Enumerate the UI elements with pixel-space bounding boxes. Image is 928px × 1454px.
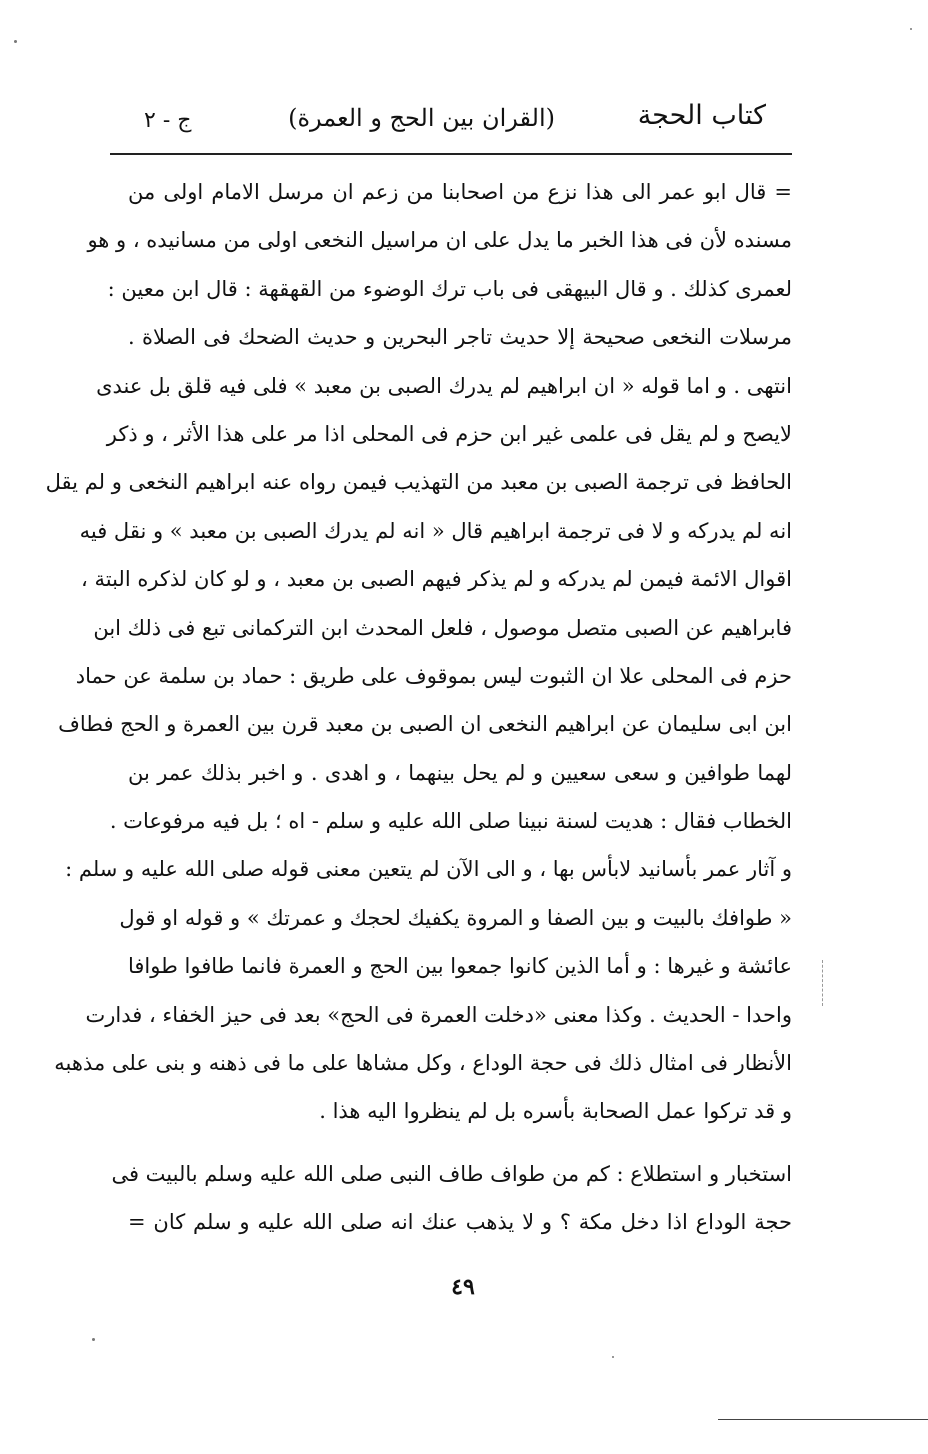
text-line: حزم فى المحلى علا ان الثبوت ليس بموقوف على طريق : حماد بن سلمة عن حماد: [75, 663, 792, 688]
text-line: و آثار عمر بأسانيد لابأس بها ، و الى الآن لم يتعين معنى قوله صلى الله عليه و سلم :: [65, 857, 792, 882]
scan-speck: [14, 40, 17, 43]
header-rule: [110, 153, 792, 155]
text-line: لايصح و لم يقل فى علمى غير ابن حزم فى المحلى اذا مر على هذا الأثر ، و ذكر: [106, 421, 792, 446]
text-line: فابراهيم عن الصبى متصل موصول ، فلعل المحدث ابن التركمانى تبع فى ذلك ابن: [93, 615, 792, 640]
text-line: حجة الوداع اذا دخل مكة ؟ و لا يذهب عنك انه صلى الله عليه و سلم كان =: [128, 1210, 792, 1235]
text-line: اقوال الائمة فيمن لم يدركه و لم يذكر فيهم الصبى بن معبد ، و لو كان لذكره البتة ،: [81, 567, 792, 592]
margin-mark: [822, 960, 823, 1006]
scan-edge-line: [718, 1419, 928, 1420]
text-line: مسنده لأن فى هذا الخبر ما يدل على ان مراسيل النخعى اولى من مسانيده ، و هو: [87, 228, 792, 253]
text-line: انتهى . و اما قوله « ان ابراهيم لم يدرك الصبى بن معبد » فلى فيه قلق بل عندى: [96, 373, 792, 398]
volume-number: ج - ٢: [144, 108, 192, 133]
text-line: لهما طوافين و سعى سعيين و لم يحل بينهما ، و اهدى . و اخبر بذلك عمر بن: [128, 760, 792, 785]
text-line: « طوافك بالبيت و بين الصفا و المروة يكفيك لحجك و عمرتك » و قوله او قول: [119, 905, 792, 930]
text-line: الأنظار فى امثال ذلك فى حجة الوداع ، وكل مشاها على ما فى ذهنه و بنى على مذهبه: [54, 1051, 792, 1076]
scan-speck: [92, 1338, 95, 1341]
text-line: استخبار و استطلاع : كم من طواف طاف النبى صلى الله عليه وسلم بالبيت فى: [111, 1161, 792, 1186]
text-line: = قال ابو عمر الى هذا نزع من اصحابنا من زعم ان مرسل الامام اولى من: [128, 180, 792, 204]
body-text: [45, 168, 792, 1247]
text-line: واحدا - الحديث . وكذا معنى «دخلت العمرة فى الحج» بعد فى حيز الخفاء ، فدارت: [85, 1002, 792, 1027]
text-line: الحافظ فى ترجمة الصبى بن معبد من التهذيب فيمن رواه عنه ابراهيم النخعى و لم يقل: [45, 470, 792, 495]
chapter-title: (القران بين الحج و العمرة): [288, 104, 555, 132]
text-line: الخطاب فقال : هديت لسنة نبينا صلى الله عليه و سلم - اه ؛ بل فيه مرفوعات .: [109, 809, 792, 834]
scan-speck: [612, 1356, 614, 1358]
text-line: ابن ابى سليمان عن ابراهيم النخعى ان الصبى بن معبد قرن بين العمرة و الحج فطاف: [58, 712, 792, 737]
text-line: و قد تركوا عمل الصحابة بأسره بل لم ينظروا اليه هذا .: [319, 1099, 792, 1124]
book-title: كتاب الحجة: [637, 100, 766, 131]
running-header: [110, 98, 790, 148]
text-line: انه لم يدركه و لا فى ترجمة ابراهيم قال « انه لم يدرك الصبى بن معبد » و نقل فيه: [79, 518, 792, 543]
text-line: عائشة و غيرها : و أما الذين كانوا جمعوا بين الحج و العمرة فانما طافوا طوافا: [128, 954, 792, 979]
scan-speck: [910, 28, 912, 30]
page-number: ٤٩: [451, 1274, 475, 1300]
text-line: مرسلات النخعى صحيحة إلا حديث تاجر البحرين و حديث الضحك فى الصلاة .: [128, 325, 792, 350]
text-line: لعمرى كذلك . و قال البيهقى فى باب ترك الوضوء من القهقهة : قال ابن معين :: [107, 276, 792, 301]
